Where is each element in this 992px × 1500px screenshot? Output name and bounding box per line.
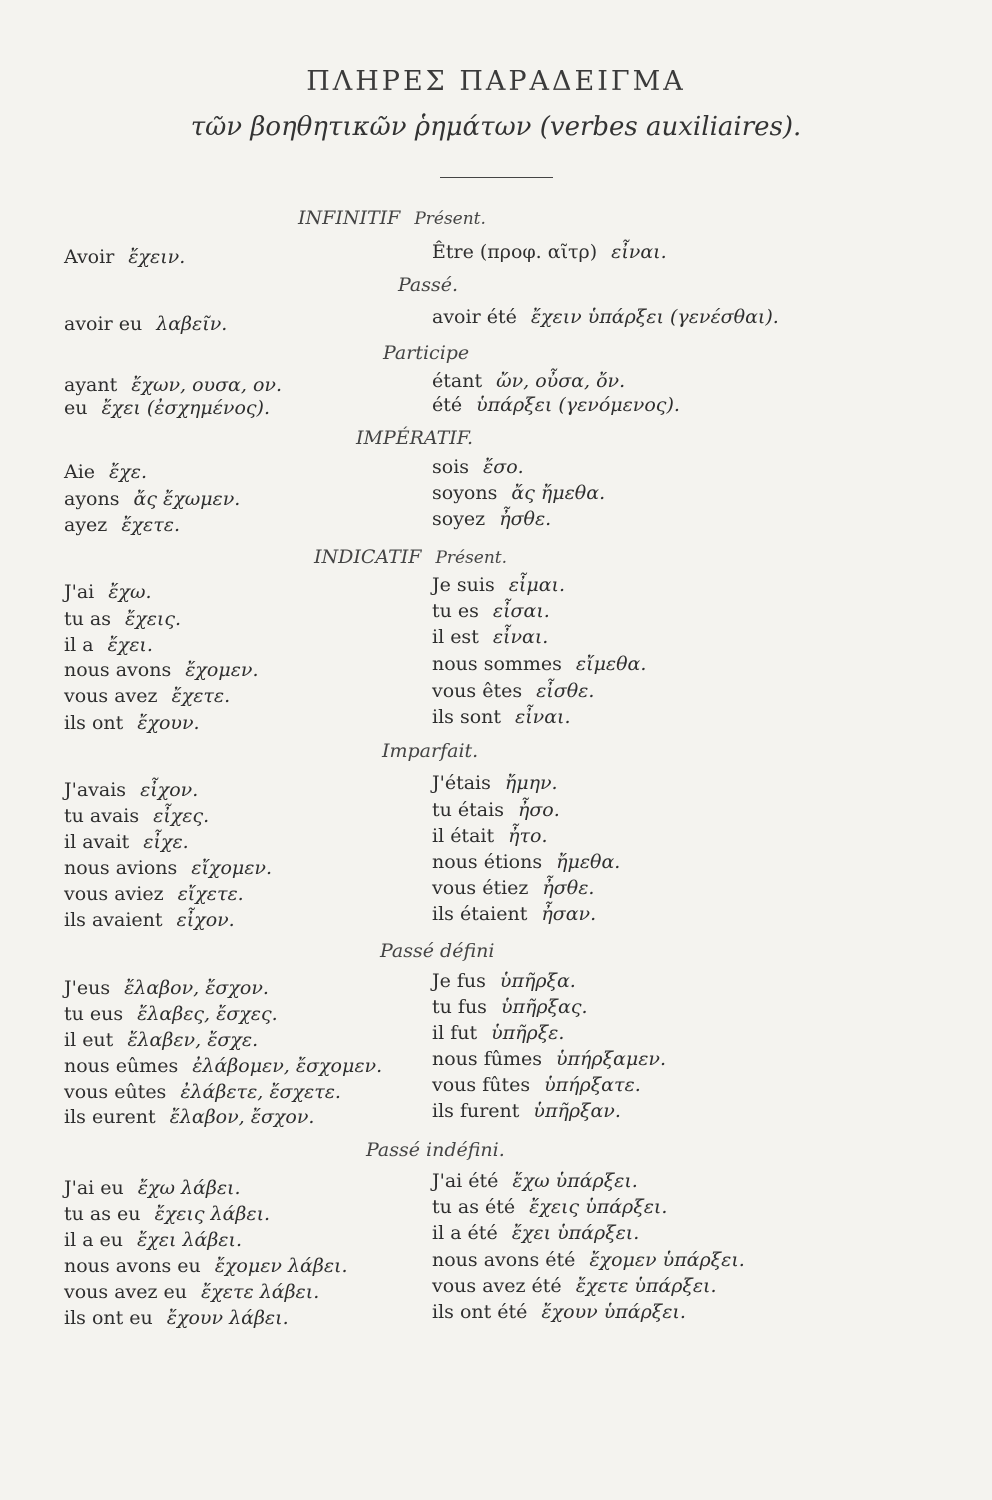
- fr-text: J'ai été: [432, 1170, 499, 1192]
- left-line-il-avait: [64, 831, 189, 853]
- fr-text: il a: [64, 634, 94, 656]
- right-line-ete: [432, 394, 680, 416]
- right-line-ils-ont-ete: [432, 1301, 686, 1323]
- gr-text: εἶναι.: [492, 626, 549, 648]
- fr-text: nous eûmes: [64, 1055, 179, 1077]
- left-line-ils-ont: [64, 712, 200, 734]
- gr-text: ὑπήρξατε.: [544, 1074, 641, 1096]
- fr-text: ils furent: [432, 1100, 520, 1122]
- fr-text: J'eus: [64, 977, 111, 999]
- right-line-il-etait: [432, 825, 548, 847]
- gr-text: ἔχει.: [107, 634, 153, 656]
- right-line-nous-avons-ete: [432, 1249, 745, 1271]
- left-line-nous-avons-eu: [64, 1255, 348, 1277]
- gr-text: ἤμην.: [504, 772, 558, 794]
- gr-text: εἴχετε.: [177, 883, 244, 905]
- gr-text: ἔχει λάβει.: [137, 1229, 242, 1251]
- fr-text: nous avons été: [432, 1249, 576, 1271]
- gr-text: εἶχε.: [143, 831, 189, 853]
- gr-text: ὤν, οὖσα, ὄν.: [496, 370, 626, 392]
- heading-indicatif: [314, 546, 507, 568]
- fr-text: nous étions: [432, 851, 543, 873]
- left-line-nous-avons: [64, 659, 259, 681]
- gr-text: ἤμεθα.: [556, 851, 621, 873]
- right-line-vous-etiez: [432, 877, 594, 899]
- gr-text: ἔχει ὑπάρξει.: [511, 1222, 640, 1244]
- gr-text: εἶμαι.: [508, 574, 566, 596]
- right-line-jetais: [432, 772, 558, 794]
- fr-text: nous fûmes: [432, 1048, 542, 1070]
- heading-passe-defini: Passé défini: [380, 940, 495, 962]
- left-line-javais: [64, 779, 198, 801]
- gr-text: ἔχων, ουσα, ον.: [131, 374, 282, 396]
- fr-text: soyez: [432, 508, 486, 530]
- fr-text: avoir eu: [64, 313, 143, 335]
- gr-text: ἔχετε ὑπάρξει.: [575, 1275, 717, 1297]
- gr-text: ἔλαβεν, ἔσχε.: [127, 1029, 259, 1051]
- gr-text: ἔλαβες, ἔσχες.: [137, 1003, 278, 1025]
- right-line-ils-etaient: [432, 903, 596, 925]
- gr-text: ἦσο.: [517, 799, 560, 821]
- gr-text: εἴχομεν.: [191, 857, 273, 879]
- fr-text: tu étais: [432, 799, 504, 821]
- gr-text: ἔσο.: [483, 456, 524, 478]
- left-line-avoir-eu: [64, 313, 227, 335]
- right-line-soyons: [432, 482, 605, 504]
- right-line-il-est: [432, 626, 548, 648]
- fr-text: Avoir: [64, 246, 115, 268]
- fr-text: vous aviez: [64, 883, 164, 905]
- fr-text: avoir été: [432, 306, 517, 328]
- fr-text: Je fus: [432, 970, 486, 992]
- gr-text: ἔχομεν ὑπάρξει.: [589, 1249, 745, 1271]
- gr-text: ἐλάβετε, ἔσχετε.: [180, 1081, 341, 1103]
- fr-text: Aie: [64, 461, 96, 483]
- left-line-jeus: [64, 977, 269, 999]
- fr-text: ils sont: [432, 706, 502, 728]
- fr-text: vous avez eu: [64, 1281, 188, 1303]
- gr-text: εἶχες.: [153, 805, 210, 827]
- gr-text: ὑπῆρξαν.: [533, 1100, 621, 1122]
- heading-infinitif-label: INFINITIF: [298, 207, 401, 229]
- gr-text: εἶναι.: [611, 241, 667, 263]
- right-line-il-a-ete: [432, 1222, 639, 1244]
- right-line-etant: [432, 370, 625, 392]
- fr-text: étant: [432, 370, 483, 392]
- fr-text: Être (προφ. αῖτρ): [432, 241, 598, 263]
- gr-text: ἔχετε λάβει.: [201, 1281, 320, 1303]
- gr-text: ὑπήρξαμεν.: [555, 1048, 667, 1070]
- gr-text: ἔχω.: [108, 581, 152, 603]
- right-line-je-suis: [432, 574, 565, 596]
- gr-text: λαβεῖν.: [156, 313, 228, 335]
- gr-text: ἔχει (ἐσχημένος).: [101, 397, 270, 419]
- fr-text: tu as: [64, 608, 111, 630]
- gr-text: ἔχω ὑπάρξει.: [512, 1170, 638, 1192]
- fr-text: tu as eu: [64, 1203, 141, 1225]
- gr-text: ὑπάρξει (γενόμενος).: [476, 394, 680, 416]
- gr-text: ἔχειν.: [128, 246, 186, 268]
- left-line-nous-avions: [64, 857, 272, 879]
- fr-text: soyons: [432, 482, 498, 504]
- gr-text: ὑπῆρξε.: [491, 1022, 565, 1044]
- gr-text: εἶσθε.: [536, 680, 595, 702]
- gr-text: ἔχομεν λάβει.: [214, 1255, 348, 1277]
- gr-text: ὑπῆρξα.: [499, 970, 576, 992]
- left-line-ayant: [64, 374, 282, 396]
- fr-text: sois: [432, 456, 470, 478]
- right-line-ils-sont: [432, 706, 571, 728]
- fr-text: nous sommes: [432, 653, 562, 675]
- gr-text: ἐλάβομεν, ἔσχομεν.: [192, 1055, 383, 1077]
- fr-text: vous fûtes: [432, 1074, 531, 1096]
- heading-infinitif: [298, 207, 486, 229]
- left-line-ils-ont-eu: [64, 1307, 289, 1329]
- gr-text: ἔχουν.: [137, 712, 200, 734]
- gr-text: ἔχεις λάβει.: [154, 1203, 271, 1225]
- fr-text: vous eûtes: [64, 1081, 167, 1103]
- fr-text: été: [432, 394, 463, 416]
- heading-indicatif-present: Présent.: [435, 548, 508, 568]
- left-line-eu: [64, 397, 270, 419]
- fr-text: nous avons eu: [64, 1255, 201, 1277]
- fr-text: vous avez: [64, 685, 158, 707]
- fr-text: tu avais: [64, 805, 140, 827]
- fr-text: ils eurent: [64, 1106, 156, 1128]
- fr-text: Je suis: [432, 574, 495, 596]
- gr-text: ἦσαν.: [541, 903, 597, 925]
- right-line-tu-as-ete: [432, 1196, 667, 1218]
- left-line-tu-as: [64, 608, 181, 630]
- left-line-il-a: [64, 634, 153, 656]
- right-line-sois: [432, 456, 524, 478]
- fr-text: ils ont été: [432, 1301, 528, 1323]
- heading-imparfait: Imparfait.: [382, 740, 479, 762]
- gr-text: ἔλαβον, ἔσχον.: [124, 977, 269, 999]
- fr-text: J'étais: [432, 772, 491, 794]
- gr-text: ἄς ἤμεθα.: [511, 482, 606, 504]
- left-line-vous-eutes: [64, 1081, 341, 1103]
- gr-text: ἔχουν λάβει.: [166, 1307, 289, 1329]
- fr-text: ayant: [64, 374, 118, 396]
- right-line-tu-es: [432, 600, 550, 622]
- gr-text: εἶναι.: [515, 706, 571, 728]
- gr-text: ἦτο.: [508, 825, 548, 847]
- left-line-tu-eus: [64, 1003, 278, 1025]
- gr-text: ἔχουν ὑπάρξει.: [541, 1301, 686, 1323]
- left-line-ayez: [64, 514, 180, 536]
- right-line-ils-furent: [432, 1100, 621, 1122]
- right-line-nous-etions: [432, 851, 620, 873]
- left-line-jai: [64, 581, 152, 603]
- gr-text: ἔχομεν.: [185, 659, 259, 681]
- heading-passe-indefini: Passé indéfini.: [366, 1139, 505, 1161]
- left-line-nous-eumes: [64, 1055, 382, 1077]
- gr-text: ἔχετε.: [171, 685, 231, 707]
- fr-text: il est: [432, 626, 479, 648]
- left-line-aie: [64, 461, 147, 483]
- gr-text: εἴμεθα.: [575, 653, 647, 675]
- left-line-ils-avaient: [64, 909, 235, 931]
- fr-text: nous avions: [64, 857, 178, 879]
- gr-text: ἦσθε.: [499, 508, 552, 530]
- right-line-vous-avez-ete: [432, 1275, 717, 1297]
- right-line-tu-fus: [432, 996, 588, 1018]
- fr-text: ils étaient: [432, 903, 528, 925]
- right-line-nous-sommes: [432, 653, 646, 675]
- fr-text: tu fus: [432, 996, 487, 1018]
- right-line-soyez: [432, 508, 551, 530]
- left-line-avoir: [64, 246, 185, 268]
- left-line-tu-as-eu: [64, 1203, 270, 1225]
- gr-text: ἦσθε.: [542, 877, 595, 899]
- fr-text: il fut: [432, 1022, 478, 1044]
- fr-text: tu eus: [64, 1003, 124, 1025]
- right-line-vous-etes: [432, 680, 594, 702]
- fr-text: vous avez été: [432, 1275, 562, 1297]
- fr-text: ils ont eu: [64, 1307, 153, 1329]
- fr-text: tu as été: [432, 1196, 516, 1218]
- fr-text: ayons: [64, 488, 120, 510]
- fr-text: ayez: [64, 514, 108, 536]
- gr-text: εἶχον.: [176, 909, 235, 931]
- fr-text: ils avaient: [64, 909, 163, 931]
- fr-text: il a été: [432, 1222, 498, 1244]
- gr-text: ἔχε.: [109, 461, 147, 483]
- right-line-etre: [432, 241, 667, 263]
- left-line-tu-avais: [64, 805, 209, 827]
- page-subtitle: τῶν βοηθητικῶν ῥημάτων (verbes auxiliaires).: [190, 112, 802, 142]
- gr-text: ὑπῆρξας.: [500, 996, 588, 1018]
- right-line-je-fus: [432, 970, 576, 992]
- gr-text: ἔχειν ὑπάρξει (γενέσθαι).: [530, 306, 779, 328]
- fr-text: ils ont: [64, 712, 124, 734]
- fr-text: tu es: [432, 600, 479, 622]
- right-line-tu-etais: [432, 799, 560, 821]
- fr-text: nous avons: [64, 659, 172, 681]
- left-line-ils-eurent: [64, 1106, 314, 1128]
- left-line-vous-avez-eu: [64, 1281, 319, 1303]
- gr-text: ἔχετε.: [121, 514, 180, 536]
- page-title: ΠΛΗΡΕΣ ΠΑΡΑΔΕΙΓΜΑ: [306, 66, 686, 97]
- heading-participe: Participe: [383, 342, 470, 364]
- fr-text: J'ai eu: [64, 1177, 124, 1199]
- heading-infinitif-present: Présent.: [414, 209, 486, 229]
- fr-text: J'ai: [64, 581, 95, 603]
- title-divider: [440, 177, 553, 178]
- heading-indicatif-label: INDICATIF: [314, 546, 422, 568]
- fr-text: il a eu: [64, 1229, 124, 1251]
- left-line-il-eut: [64, 1029, 258, 1051]
- fr-text: il avait: [64, 831, 130, 853]
- right-line-nous-fumes: [432, 1048, 666, 1070]
- fr-text: vous êtes: [432, 680, 523, 702]
- fr-text: il était: [432, 825, 495, 847]
- right-line-avoir-ete: [432, 306, 779, 328]
- left-line-vous-aviez: [64, 883, 244, 905]
- heading-passe: Passé.: [398, 274, 459, 296]
- left-line-jai-eu: [64, 1177, 241, 1199]
- gr-text: ἔλαβον, ἔσχον.: [169, 1106, 315, 1128]
- gr-text: ἔχεις.: [125, 608, 182, 630]
- left-line-vous-avez: [64, 685, 230, 707]
- right-line-jai-ete: [432, 1170, 638, 1192]
- gr-text: εἶχον.: [140, 779, 199, 801]
- gr-text: ἔχω λάβει.: [137, 1177, 241, 1199]
- gr-text: ἄς ἔχωμεν.: [133, 488, 241, 510]
- fr-text: vous étiez: [432, 877, 529, 899]
- fr-text: eu: [64, 397, 88, 419]
- gr-text: ἔχεις ὑπάρξει.: [529, 1196, 668, 1218]
- fr-text: J'avais: [64, 779, 127, 801]
- left-line-il-a-eu: [64, 1229, 242, 1251]
- heading-imperatif: IMPÉRATIF.: [356, 427, 474, 449]
- right-line-vous-futes: [432, 1074, 641, 1096]
- left-line-ayons: [64, 488, 240, 510]
- gr-text: εἶσαι.: [492, 600, 550, 622]
- fr-text: il eut: [64, 1029, 114, 1051]
- right-line-il-fut: [432, 1022, 564, 1044]
